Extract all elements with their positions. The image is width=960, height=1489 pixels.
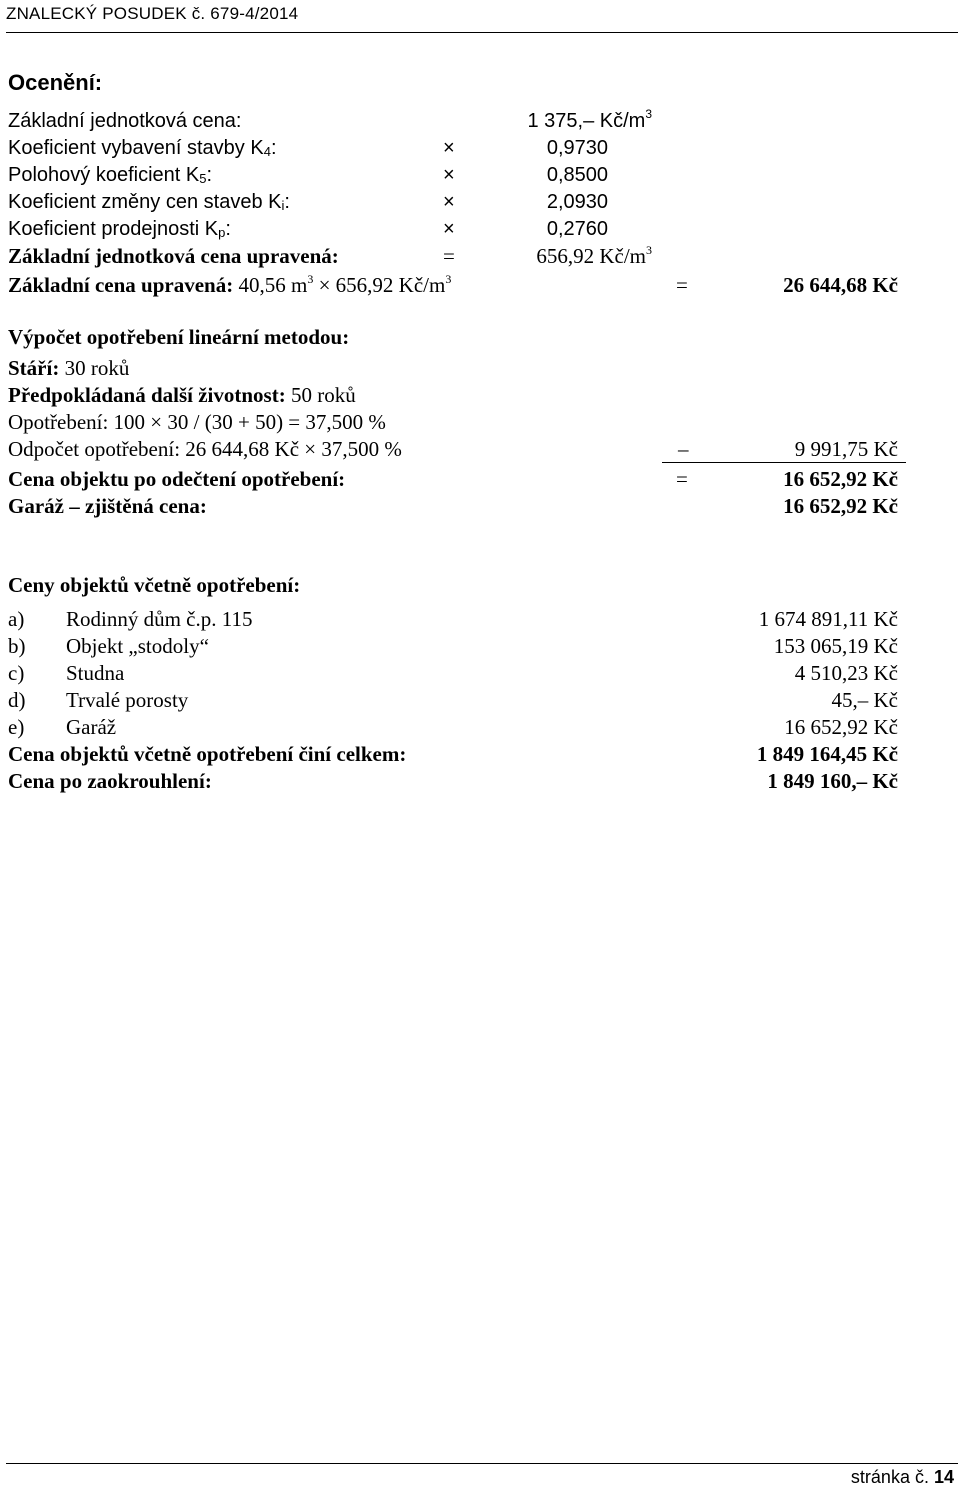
garaz-value: 16 652,92 Kč: [783, 494, 898, 518]
operator-ki: ×: [443, 191, 455, 213]
list-item-value: 16 652,92 Kč: [784, 715, 898, 739]
list-item-value: 45,– Kč: [831, 688, 898, 712]
value-zakladni-cena-upravena: 26 644,68 Kč: [783, 273, 898, 297]
value-kp: 0,2760: [546, 218, 608, 240]
celkem-value: 1 849 164,45 Kč: [756, 742, 898, 766]
list-item-label: Garáž: [66, 715, 117, 739]
subtotal-rule: [662, 462, 906, 463]
zaokrouhleni-label: Cena po zaokrouhlení:: [8, 769, 212, 793]
section-heading-opotrebeni: Výpočet opotřebení lineární metodou:: [8, 325, 350, 349]
section-heading-oceneni: Ocenění:: [8, 70, 103, 95]
label-k5: Polohový koeficient $K_5$:: [8, 164, 213, 186]
list-item-value: 153 065,19 Kč: [773, 634, 898, 658]
label-zakladni-jednotkova-cena: Základní jednotková cena:: [8, 110, 242, 132]
operator-cena-po-odecteni: =: [676, 467, 688, 491]
odpocet-value: 9 991,75 Kč: [794, 437, 898, 461]
garaz-label: Garáž – zjištěná cena:: [8, 494, 207, 518]
operator-k5: ×: [443, 164, 455, 186]
header-divider: [6, 32, 958, 33]
zaokrouhleni-value: 1 849 160,– Kč: [767, 769, 898, 793]
footer-divider: [6, 1463, 958, 1464]
celkem-label: Cena objektů včetně opotřebení činí celkem:: [8, 742, 407, 766]
list-item-value: 1 674 891,11 Kč: [758, 607, 898, 631]
list-item-label: Objekt „stodoly“: [66, 634, 209, 658]
operator-zakladni-cena-upravena: =: [676, 273, 688, 297]
list-item-letter: b): [8, 634, 26, 658]
label-ki: Koeficient změny cen staveb $K_i$:: [8, 191, 290, 213]
section-heading-ceny: Ceny objektů včetně opotřebení:: [8, 573, 301, 597]
list-item-label: Studna: [66, 661, 125, 685]
label-zakladni-cena-upravena: Základní cena upravená: 40,56 $m^3 \times 656,92$ $Kč/m^3$: [8, 272, 452, 297]
cena-po-odecteni-label: Cena objektu po odečtení opotřebení:: [8, 467, 346, 491]
zivotnost: Předpokládaná další životnost: 50 roků: [8, 383, 356, 407]
list-item-value: 4 510,23 Kč: [794, 661, 898, 685]
operator-kp: ×: [443, 218, 455, 240]
operator-k4: ×: [443, 137, 455, 159]
list-item-letter: c): [8, 661, 25, 685]
page-number: stránka č. 14: [850, 1467, 954, 1487]
stari: Stáří: 30 roků: [8, 356, 130, 380]
operator-cena-upravena: =: [443, 244, 455, 268]
list-item-label: Trvalé porosty: [66, 688, 189, 712]
list-item-letter: e): [8, 715, 25, 739]
odpocet-label: Odpočet opotřebení: 26 644,68 Kč × 37,500 %: [8, 437, 402, 461]
value-zakladni-jednotkova-cena: 1 375,– $Kč/m^3$: [527, 107, 652, 132]
list-item-letter: a): [8, 607, 25, 631]
opotrebeni-vypocet: Opotřebení: 100 × 30 / (30 + 50) = 37,500 %: [8, 410, 386, 434]
value-cena-upravena: 656,92 $Kč/m^3$: [536, 243, 652, 268]
cena-po-odecteni-value: 16 652,92 Kč: [783, 467, 898, 491]
label-kp: Koeficient prodejnosti $K_p$:: [8, 218, 231, 240]
value-k4: 0,9730: [546, 137, 608, 159]
value-ki: 2,0930: [546, 191, 608, 213]
list-item-label: Rodinný dům č.p. 115: [66, 607, 253, 631]
label-k4: Koeficient vybavení stavby $K_4$:: [8, 137, 277, 159]
document-header: ZNALECKÝ POSUDEK č. 679-4/2014: [6, 4, 299, 23]
list-item-letter: d): [8, 688, 26, 712]
label-cena-upravena: Základní jednotková cena upravená:: [8, 244, 339, 268]
value-k5: 0,8500: [546, 164, 608, 186]
operator-odpocet: –: [678, 437, 689, 461]
